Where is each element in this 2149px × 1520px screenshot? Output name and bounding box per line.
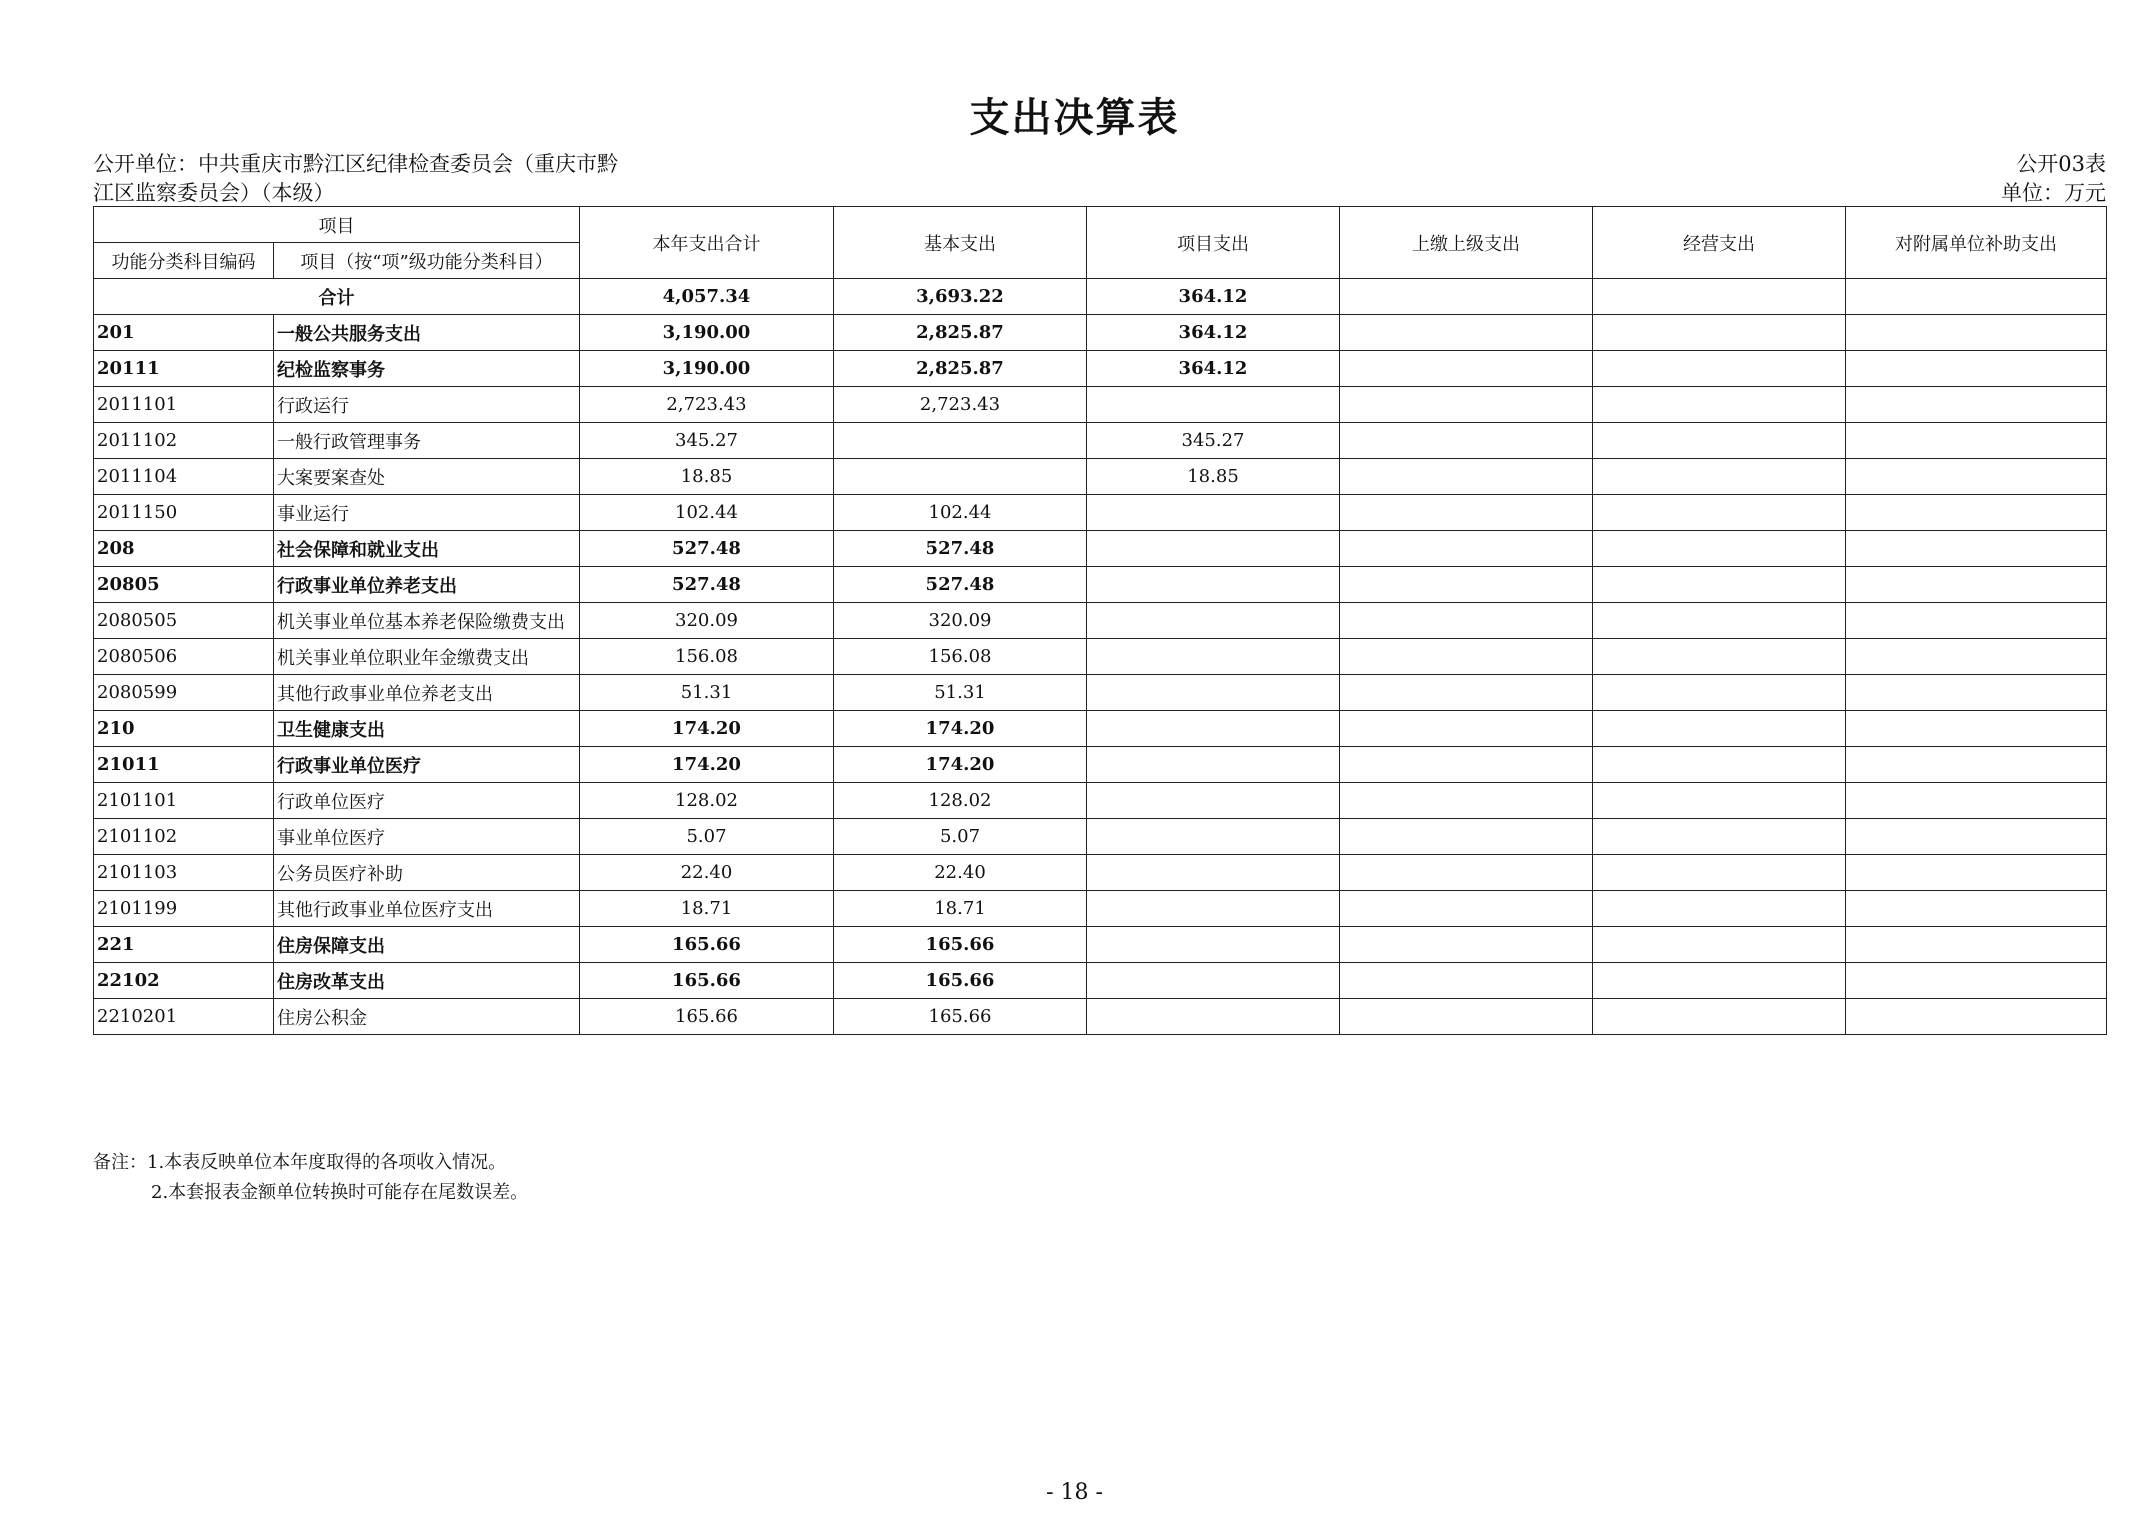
- row-basic: 2,825.87: [834, 351, 1087, 387]
- row-upper: [1340, 819, 1593, 855]
- row-total: 345.27: [580, 423, 834, 459]
- row-subsidy: [1846, 927, 2107, 963]
- row-code: 20805: [94, 567, 274, 603]
- row-code: 2011101: [94, 387, 274, 423]
- row-upper: [1340, 747, 1593, 783]
- row-code: 221: [94, 927, 274, 963]
- row-name: 社会保障和就业支出: [274, 531, 580, 567]
- table-row: [94, 567, 2107, 603]
- row-upper: [1340, 351, 1593, 387]
- row-project: [1087, 963, 1340, 999]
- row-upper: [1340, 783, 1593, 819]
- row-subsidy: [1846, 495, 2107, 531]
- row-basic: 2,825.87: [834, 315, 1087, 351]
- row-upper: [1340, 423, 1593, 459]
- total-basic: 3,693.22: [834, 279, 1087, 315]
- note-1: 备注：1.本表反映单位本年度取得的各项收入情况。: [93, 1152, 507, 1173]
- row-basic: 527.48: [834, 531, 1087, 567]
- row-basic: 165.66: [834, 963, 1087, 999]
- row-code: 2080505: [94, 603, 274, 639]
- row-project: [1087, 387, 1340, 423]
- row-business: [1593, 351, 1846, 387]
- row-total: 128.02: [580, 783, 834, 819]
- row-name: 住房保障支出: [274, 927, 580, 963]
- row-business: [1593, 747, 1846, 783]
- row-basic: 156.08: [834, 639, 1087, 675]
- table-number: 公开03表: [2016, 152, 2106, 176]
- row-basic: 51.31: [834, 675, 1087, 711]
- row-subsidy: [1846, 963, 2107, 999]
- row-business: [1593, 531, 1846, 567]
- row-subsidy: [1846, 315, 2107, 351]
- row-basic: 174.20: [834, 747, 1087, 783]
- row-basic: 22.40: [834, 855, 1087, 891]
- row-business: [1593, 459, 1846, 495]
- table-row: [94, 747, 2107, 783]
- row-name: 大案要案查处: [274, 459, 580, 495]
- row-basic: 128.02: [834, 783, 1087, 819]
- header-project: 项目支出: [1087, 207, 1340, 279]
- row-business: [1593, 711, 1846, 747]
- page-number: - 18 -: [1046, 1480, 1103, 1505]
- row-subsidy: [1846, 819, 2107, 855]
- row-business: [1593, 783, 1846, 819]
- table-row: [94, 315, 2107, 351]
- header-basic: 基本支出: [834, 207, 1087, 279]
- row-project: 345.27: [1087, 423, 1340, 459]
- row-subsidy: [1846, 639, 2107, 675]
- header-business: 经营支出: [1593, 207, 1846, 279]
- row-subsidy: [1846, 783, 2107, 819]
- row-subsidy: [1846, 423, 2107, 459]
- row-upper: [1340, 927, 1593, 963]
- row-subsidy: [1846, 711, 2107, 747]
- table-row: [94, 999, 2107, 1035]
- row-project: [1087, 783, 1340, 819]
- expenditure-table: [93, 206, 2107, 1035]
- table-row: [94, 927, 2107, 963]
- row-name: 事业运行: [274, 495, 580, 531]
- row-basic: 2,723.43: [834, 387, 1087, 423]
- row-name: 行政事业单位养老支出: [274, 567, 580, 603]
- row-subsidy: [1846, 855, 2107, 891]
- row-business: [1593, 603, 1846, 639]
- row-code: 2011102: [94, 423, 274, 459]
- row-business: [1593, 387, 1846, 423]
- row-code: 21011: [94, 747, 274, 783]
- row-code: 2210201: [94, 999, 274, 1035]
- row-business: [1593, 567, 1846, 603]
- row-total: 527.48: [580, 531, 834, 567]
- row-subsidy: [1846, 603, 2107, 639]
- row-code: 2011150: [94, 495, 274, 531]
- row-total: 3,190.00: [580, 351, 834, 387]
- row-name: 住房公积金: [274, 999, 580, 1035]
- header-code: 功能分类科目编码: [94, 243, 274, 279]
- row-business: [1593, 639, 1846, 675]
- row-subsidy: [1846, 891, 2107, 927]
- total-upper: [1340, 279, 1593, 315]
- row-upper: [1340, 639, 1593, 675]
- row-name: 机关事业单位基本养老保险缴费支出: [274, 603, 580, 639]
- total-subsidy: [1846, 279, 2107, 315]
- row-basic: 5.07: [834, 819, 1087, 855]
- row-code: 22102: [94, 963, 274, 999]
- total-project: 364.12: [1087, 279, 1340, 315]
- table-row: [94, 495, 2107, 531]
- row-business: [1593, 315, 1846, 351]
- row-project: [1087, 495, 1340, 531]
- row-basic: 102.44: [834, 495, 1087, 531]
- row-name: 公务员医疗补助: [274, 855, 580, 891]
- row-upper: [1340, 603, 1593, 639]
- row-subsidy: [1846, 747, 2107, 783]
- row-basic: 18.71: [834, 891, 1087, 927]
- row-project: [1087, 819, 1340, 855]
- row-name: 机关事业单位职业年金缴费支出: [274, 639, 580, 675]
- row-subsidy: [1846, 387, 2107, 423]
- table-row: [94, 819, 2107, 855]
- total-business: [1593, 279, 1846, 315]
- header-subsidy: 对附属单位补助支出: [1846, 207, 2107, 279]
- row-project: [1087, 855, 1340, 891]
- row-subsidy: [1846, 351, 2107, 387]
- row-project: [1087, 747, 1340, 783]
- row-upper: [1340, 891, 1593, 927]
- row-total: 51.31: [580, 675, 834, 711]
- row-total: 527.48: [580, 567, 834, 603]
- row-code: 2101102: [94, 819, 274, 855]
- row-total: 3,190.00: [580, 315, 834, 351]
- row-project: [1087, 927, 1340, 963]
- row-basic: 165.66: [834, 999, 1087, 1035]
- row-subsidy: [1846, 567, 2107, 603]
- row-total: 18.85: [580, 459, 834, 495]
- row-project: [1087, 639, 1340, 675]
- row-upper: [1340, 531, 1593, 567]
- row-business: [1593, 999, 1846, 1035]
- row-code: 2101199: [94, 891, 274, 927]
- row-code: 2101103: [94, 855, 274, 891]
- table-row: [94, 603, 2107, 639]
- row-upper: [1340, 567, 1593, 603]
- table-body: [94, 279, 2107, 1035]
- row-upper: [1340, 963, 1593, 999]
- table-row: [94, 639, 2107, 675]
- row-total: 165.66: [580, 963, 834, 999]
- row-project: [1087, 603, 1340, 639]
- row-subsidy: [1846, 531, 2107, 567]
- currency-unit: 单位：万元: [2001, 181, 2106, 205]
- row-upper: [1340, 855, 1593, 891]
- row-total: 18.71: [580, 891, 834, 927]
- row-total: 165.66: [580, 927, 834, 963]
- row-total: 320.09: [580, 603, 834, 639]
- row-name: 一般行政管理事务: [274, 423, 580, 459]
- table-row: [94, 351, 2107, 387]
- table-row: [94, 387, 2107, 423]
- row-upper: [1340, 459, 1593, 495]
- row-name: 其他行政事业单位养老支出: [274, 675, 580, 711]
- total-row: [94, 279, 2107, 315]
- row-project: 18.85: [1087, 459, 1340, 495]
- table-row: [94, 963, 2107, 999]
- header-project-group: 项目: [94, 207, 580, 243]
- table-row: [94, 783, 2107, 819]
- row-total: 174.20: [580, 747, 834, 783]
- row-subsidy: [1846, 675, 2107, 711]
- row-total: 165.66: [580, 999, 834, 1035]
- row-project: [1087, 567, 1340, 603]
- row-project: [1087, 531, 1340, 567]
- row-code: 2080599: [94, 675, 274, 711]
- header-total: 本年支出合计: [580, 207, 834, 279]
- row-basic: [834, 423, 1087, 459]
- note-2: 2.本套报表金额单位转换时可能存在尾数误差。: [151, 1182, 529, 1203]
- row-code: 208: [94, 531, 274, 567]
- row-upper: [1340, 495, 1593, 531]
- row-name: 行政运行: [274, 387, 580, 423]
- notes: [93, 1148, 528, 1208]
- page-title: 支出决算表: [969, 94, 1180, 141]
- row-business: [1593, 963, 1846, 999]
- row-total: 22.40: [580, 855, 834, 891]
- table-row: [94, 531, 2107, 567]
- row-total: 102.44: [580, 495, 834, 531]
- row-project: [1087, 675, 1340, 711]
- row-name: 行政单位医疗: [274, 783, 580, 819]
- row-project: [1087, 999, 1340, 1035]
- row-business: [1593, 495, 1846, 531]
- row-name: 纪检监察事务: [274, 351, 580, 387]
- row-subsidy: [1846, 459, 2107, 495]
- row-name: 事业单位医疗: [274, 819, 580, 855]
- row-name: 一般公共服务支出: [274, 315, 580, 351]
- row-upper: [1340, 387, 1593, 423]
- header-name: 项目（按“项”级功能分类科目）: [274, 243, 580, 279]
- table-row: [94, 459, 2107, 495]
- row-name: 住房改革支出: [274, 963, 580, 999]
- row-project: [1087, 891, 1340, 927]
- row-code: 2011104: [94, 459, 274, 495]
- row-business: [1593, 819, 1846, 855]
- total-total: 4,057.34: [580, 279, 834, 315]
- row-basic: 165.66: [834, 927, 1087, 963]
- row-upper: [1340, 999, 1593, 1035]
- row-name: 其他行政事业单位医疗支出: [274, 891, 580, 927]
- row-code: 201: [94, 315, 274, 351]
- row-code: 20111: [94, 351, 274, 387]
- total-label: 合计: [94, 279, 580, 315]
- publishing-unit: 公开单位：中共重庆市黔江区纪律检查委员会（重庆市黔江区监察委员会）（本级）: [93, 152, 618, 205]
- row-code: 2101101: [94, 783, 274, 819]
- table-row: [94, 675, 2107, 711]
- row-code: 210: [94, 711, 274, 747]
- row-basic: 320.09: [834, 603, 1087, 639]
- row-code: 2080506: [94, 639, 274, 675]
- row-project: 364.12: [1087, 315, 1340, 351]
- table-row: [94, 855, 2107, 891]
- row-total: 2,723.43: [580, 387, 834, 423]
- table-row: [94, 711, 2107, 747]
- table-meta: [2001, 150, 2106, 208]
- row-name: 行政事业单位医疗: [274, 747, 580, 783]
- row-total: 156.08: [580, 639, 834, 675]
- row-project: [1087, 711, 1340, 747]
- table-row: [94, 423, 2107, 459]
- row-subsidy: [1846, 999, 2107, 1035]
- row-basic: [834, 459, 1087, 495]
- row-business: [1593, 423, 1846, 459]
- table-row: [94, 891, 2107, 927]
- row-project: 364.12: [1087, 351, 1340, 387]
- row-upper: [1340, 675, 1593, 711]
- header-upper: 上缴上级支出: [1340, 207, 1593, 279]
- row-basic: 174.20: [834, 711, 1087, 747]
- row-business: [1593, 675, 1846, 711]
- row-upper: [1340, 315, 1593, 351]
- row-name: 卫生健康支出: [274, 711, 580, 747]
- row-upper: [1340, 711, 1593, 747]
- row-total: 174.20: [580, 711, 834, 747]
- row-total: 5.07: [580, 819, 834, 855]
- row-business: [1593, 891, 1846, 927]
- row-basic: 527.48: [834, 567, 1087, 603]
- row-business: [1593, 855, 1846, 891]
- row-business: [1593, 927, 1846, 963]
